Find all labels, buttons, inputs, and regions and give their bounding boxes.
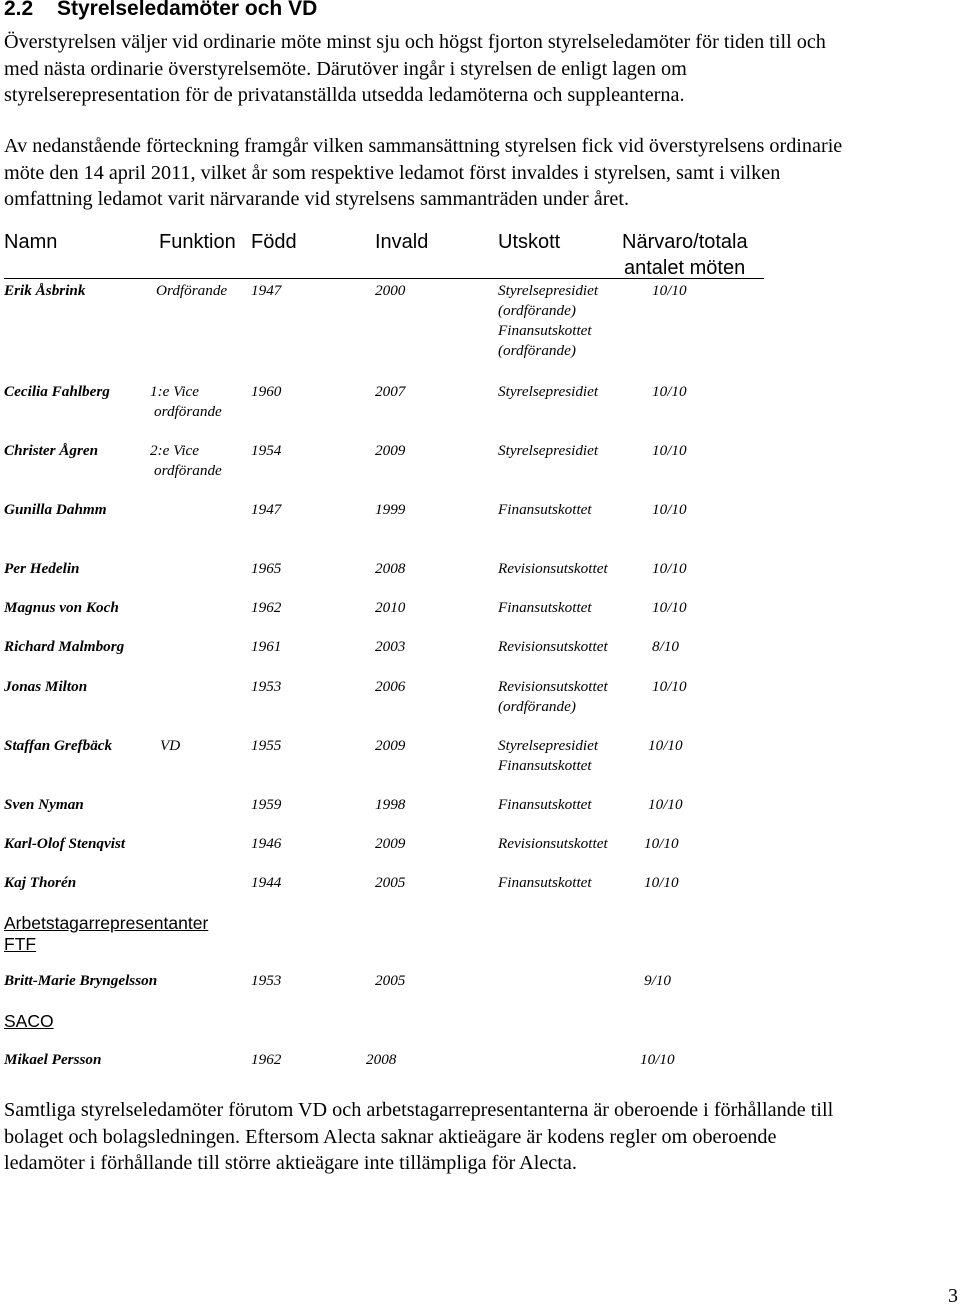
- header-rule: [4, 278, 764, 279]
- member-name: Britt-Marie Bryngelsson: [4, 972, 158, 989]
- closing-line: Samtliga styrelseledamöter förutom VD och arbetstagarrepresentanterna är oberoende i förhållande till: [4, 1099, 834, 1121]
- member-funktion-line: ordförande: [154, 462, 222, 479]
- member-name: Erik Åsbrink: [4, 282, 86, 299]
- member-funktion: [150, 441, 222, 481]
- member-narvaro: 8/10: [652, 638, 680, 655]
- member-invald: 2010: [375, 599, 406, 616]
- member-utskott-line: Finansutskottet: [498, 757, 592, 774]
- closing-paragraph: [4, 1097, 944, 1177]
- member-invald: 2005: [375, 972, 406, 989]
- member-utskott: [498, 441, 598, 461]
- member-fodd: 1947: [251, 501, 282, 518]
- member-fodd: 1960: [251, 383, 282, 400]
- member-invald: 2009: [375, 835, 406, 852]
- header-invald: Invald: [375, 231, 429, 253]
- description-line: omfattning ledamot varit närvarande vid styrelsens sammanträden under året.: [4, 188, 630, 210]
- member-narvaro: 10/10: [652, 383, 687, 400]
- member-narvaro: 10/10: [640, 1051, 675, 1068]
- member-utskott-line: Finansutskottet: [498, 874, 592, 891]
- member-fodd: 1962: [251, 599, 282, 616]
- member-invald: 2009: [375, 737, 406, 754]
- member-fodd: 1954: [251, 442, 282, 459]
- member-fodd: 1965: [251, 560, 282, 577]
- member-utskott: [498, 873, 592, 893]
- header-narvaro-line2: antalet möten: [624, 257, 746, 279]
- member-narvaro: 10/10: [652, 501, 687, 518]
- member-fodd: 1962: [251, 1051, 282, 1068]
- member-utskott: [498, 795, 592, 815]
- member-name: Magnus von Koch: [4, 599, 119, 616]
- member-name: Mikael Persson: [4, 1051, 102, 1068]
- member-funktion-line: VD: [160, 737, 181, 754]
- member-utskott-line: Finansutskottet: [498, 322, 592, 339]
- member-invald: 2008: [375, 560, 406, 577]
- header-utskott: Utskott: [498, 231, 561, 253]
- member-invald: 2008: [366, 1051, 397, 1068]
- page-number: 3: [948, 1285, 958, 1307]
- ftf-heading: FTF: [4, 934, 37, 954]
- member-utskott-line: Revisionsutskottet: [498, 678, 608, 695]
- header-fodd: Född: [251, 231, 297, 253]
- header-narvaro: Närvaro/totala: [622, 231, 748, 253]
- member-utskott: [498, 834, 608, 854]
- section-title: Styrelseledamöter och VD: [57, 0, 318, 20]
- member-fodd: 1953: [251, 678, 282, 695]
- member-funktion-line: Ordförande: [156, 282, 228, 299]
- member-fodd: 1953: [251, 972, 282, 989]
- member-narvaro: 10/10: [644, 835, 679, 852]
- member-narvaro: 10/10: [652, 599, 687, 616]
- member-utskott: [498, 382, 598, 402]
- member-utskott-line: Revisionsutskottet: [498, 638, 608, 655]
- member-name: Karl-Olof Stenqvist: [4, 835, 126, 852]
- member-fodd: 1959: [251, 796, 282, 813]
- member-narvaro: 10/10: [644, 874, 679, 891]
- member-utskott: [498, 677, 608, 717]
- member-invald: 1998: [375, 796, 406, 813]
- member-utskott: [498, 736, 598, 776]
- member-name: Cecilia Fahlberg: [4, 383, 110, 400]
- member-funktion-line: ordförande: [154, 403, 222, 420]
- member-fodd: 1961: [251, 638, 282, 655]
- member-invald: 2003: [375, 638, 406, 655]
- member-funktion-line: 1:e Vice: [150, 383, 200, 400]
- employee-reps-heading: Arbetstagarrepresentanter: [4, 913, 209, 933]
- member-utskott-line: Finansutskottet: [498, 501, 592, 518]
- section-heading: [4, 0, 317, 22]
- member-utskott: [498, 637, 608, 657]
- member-invald: 2000: [375, 282, 406, 299]
- member-name: Christer Ågren: [4, 442, 99, 459]
- member-narvaro: 10/10: [652, 560, 687, 577]
- closing-line: bolaget och bolagsledningen. Eftersom Alecta saknar aktieägare är kodens regler om oberoende: [4, 1125, 777, 1148]
- intro-line: styrelserepresentation för de privatanställda utsedda ledamöterna och suppleanterna.: [4, 84, 685, 106]
- intro-paragraph: [4, 29, 944, 109]
- member-funktion: [156, 281, 227, 301]
- member-invald: 1999: [375, 501, 406, 518]
- closing-line: ledamöter i förhållande till större aktieägare inte tillämpliga för Alecta.: [4, 1152, 577, 1174]
- member-narvaro: 9/10: [644, 972, 672, 989]
- member-narvaro: 10/10: [648, 737, 683, 754]
- member-funktion: [150, 382, 222, 422]
- member-funktion: [160, 736, 180, 756]
- member-fodd: 1955: [251, 737, 282, 754]
- member-narvaro: 10/10: [652, 442, 687, 459]
- member-name: Sven Nyman: [4, 796, 84, 813]
- member-invald: 2006: [375, 678, 406, 695]
- member-invald: 2005: [375, 874, 406, 891]
- description-line: möte den 14 april 2011, vilket år som respektive ledamot först invaldes i styrelsen, samt i vilken: [4, 161, 781, 184]
- member-utskott-line: (ordförande): [498, 302, 576, 319]
- member-utskott-line: Revisionsutskottet: [498, 835, 608, 852]
- member-utskott: [498, 559, 608, 579]
- header-funktion: Funktion: [159, 231, 236, 253]
- description-line: Av nedanstående förteckning framgår vilken sammansättning styrelsen fick vid överstyrelsens ordinarie: [4, 135, 843, 157]
- member-utskott-line: (ordförande): [498, 698, 576, 715]
- member-name: Per Hedelin: [4, 560, 80, 577]
- member-name: Richard Malmborg: [4, 638, 125, 655]
- saco-heading: SACO: [4, 1011, 54, 1031]
- member-invald: 2009: [375, 442, 406, 459]
- header-namn: Namn: [4, 231, 58, 253]
- member-name: Staffan Grefbäck: [4, 737, 113, 754]
- member-utskott: [498, 281, 598, 361]
- member-utskott-line: Finansutskottet: [498, 796, 592, 813]
- member-utskott: [498, 500, 592, 520]
- member-invald: 2007: [375, 383, 406, 400]
- member-utskott-line: Styrelsepresidiet: [498, 282, 599, 299]
- member-utskott-line: Finansutskottet: [498, 599, 592, 616]
- member-utskott-line: Styrelsepresidiet: [498, 442, 599, 459]
- member-utskott-line: Revisionsutskottet: [498, 560, 608, 577]
- member-narvaro: 10/10: [652, 678, 687, 695]
- member-fodd: 1947: [251, 282, 282, 299]
- member-name: Kaj Thorén: [4, 874, 77, 891]
- member-funktion-line: 2:e Vice: [150, 442, 200, 459]
- intro-line: Överstyrelsen väljer vid ordinarie möte minst sju och högst fjorton styrelseledamöter för tiden till och: [4, 31, 826, 53]
- section-number: 2.2: [4, 0, 34, 20]
- member-narvaro: 10/10: [648, 796, 683, 813]
- description-paragraph: [4, 133, 944, 213]
- member-utskott-line: (ordförande): [498, 342, 576, 359]
- member-utskott: [498, 598, 592, 618]
- member-utskott-line: Styrelsepresidiet: [498, 737, 599, 754]
- member-utskott-line: Styrelsepresidiet: [498, 383, 599, 400]
- member-narvaro: 10/10: [652, 282, 687, 299]
- member-fodd: 1946: [251, 835, 282, 852]
- member-name: Jonas Milton: [4, 678, 88, 695]
- intro-line: med nästa ordinarie överstyrelsemöte. Därutöver ingår i styrelsen de enligt lagen om: [4, 57, 687, 80]
- member-name: Gunilla Dahmm: [4, 501, 107, 518]
- member-fodd: 1944: [251, 874, 282, 891]
